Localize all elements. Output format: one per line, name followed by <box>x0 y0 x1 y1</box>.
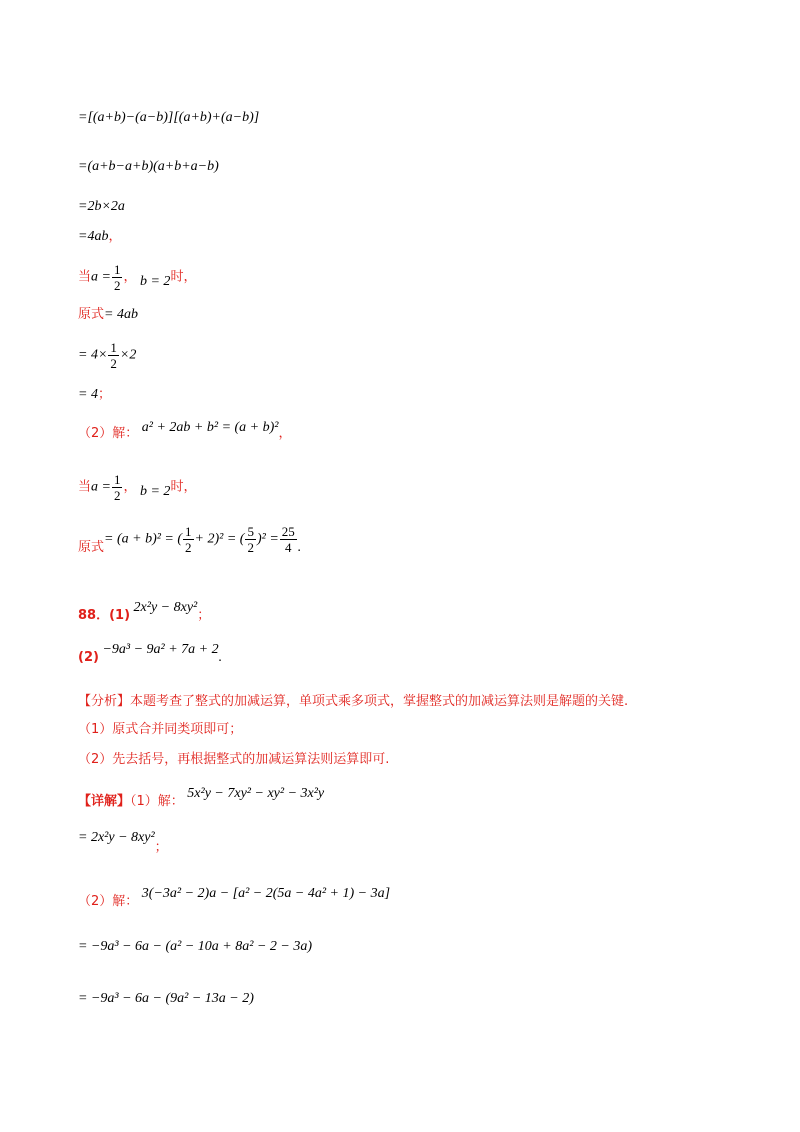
fraction-one-half: $\frac{1}{2}$ <box>113 262 121 293</box>
analysis-step1: （1）原式合并同类项即可； <box>78 722 243 737</box>
analysis-step2: （2）先去括号，再根据整式的加减运算法则运算即可. <box>78 752 390 767</box>
detail-part2-line: （2）解： 3(−3a² − 2)a − [a² − 2(5a − 4a² + 1) − 3a] <box>78 886 391 909</box>
step-result-line: =4ab， <box>78 229 122 244</box>
detail-part1-result: = 2x²y − 8xy²； <box>78 830 168 855</box>
final-evaluation-line: 原式= (a + b)² = ( $\frac{1}{2}$ + 2)² = ( $\frac{5}{2}$ )² = $\frac{25}{4}$ . <box>78 524 302 555</box>
step-substituted-line: = 4× $\frac{1}{2}$ ×2 <box>78 340 137 371</box>
answer-88-part2: (2) −9a³ − 9a² + 7a + 2. <box>78 642 223 665</box>
substitution-line-2: 当a = $\frac{1}{2}$ ， b = 2时， <box>78 472 197 503</box>
fraction-one-half: $\frac{1}{2}$ <box>185 524 192 555</box>
fraction-one-half: $\frac{1}{2}$ <box>110 340 117 371</box>
original-expression-line: 原式= 4ab <box>78 307 138 322</box>
fraction-one-half: $\frac{1}{2}$ <box>113 472 121 503</box>
detail-part2-step1: = −9a³ − 6a − (a² − 10a + 8a² − 2 − 3a) <box>78 939 312 954</box>
step-answer-line: = 4； <box>78 387 111 402</box>
detail-part1-line: 【详解】（1）解： 5x²y − 7xy² − xy² − 3x²y <box>78 786 325 809</box>
step-product-line: =2b×2a <box>78 199 125 214</box>
analysis-paragraph: 【分析】本题考查了整式的加减运算，单项式乘多项式，掌握整式的加减运算法则是解题的关键. <box>78 694 629 709</box>
step-expand-line: =[(a+b)−(a−b)][(a+b)+(a−b)] <box>78 110 260 125</box>
detail-part2-step2: = −9a³ − 6a − (9a² − 13a − 2) <box>78 991 254 1006</box>
substitution-line-1: 当a = $\frac{1}{2}$ ， b = 2时， <box>78 262 197 293</box>
step-simplify-line: =(a+b−a+b)(a+b+a−b) <box>78 159 219 174</box>
answer-88-part1: 88．(1) 2x²y − 8xy²； <box>78 600 211 623</box>
part2-solution-line: （2）解： a² + 2ab + b² = (a + b)²， <box>78 420 292 441</box>
fraction-five-halves: $\frac{5}{2}$ <box>247 524 254 555</box>
fraction-twenty-five-quarters: $\frac{25}{4}$ <box>281 524 295 555</box>
